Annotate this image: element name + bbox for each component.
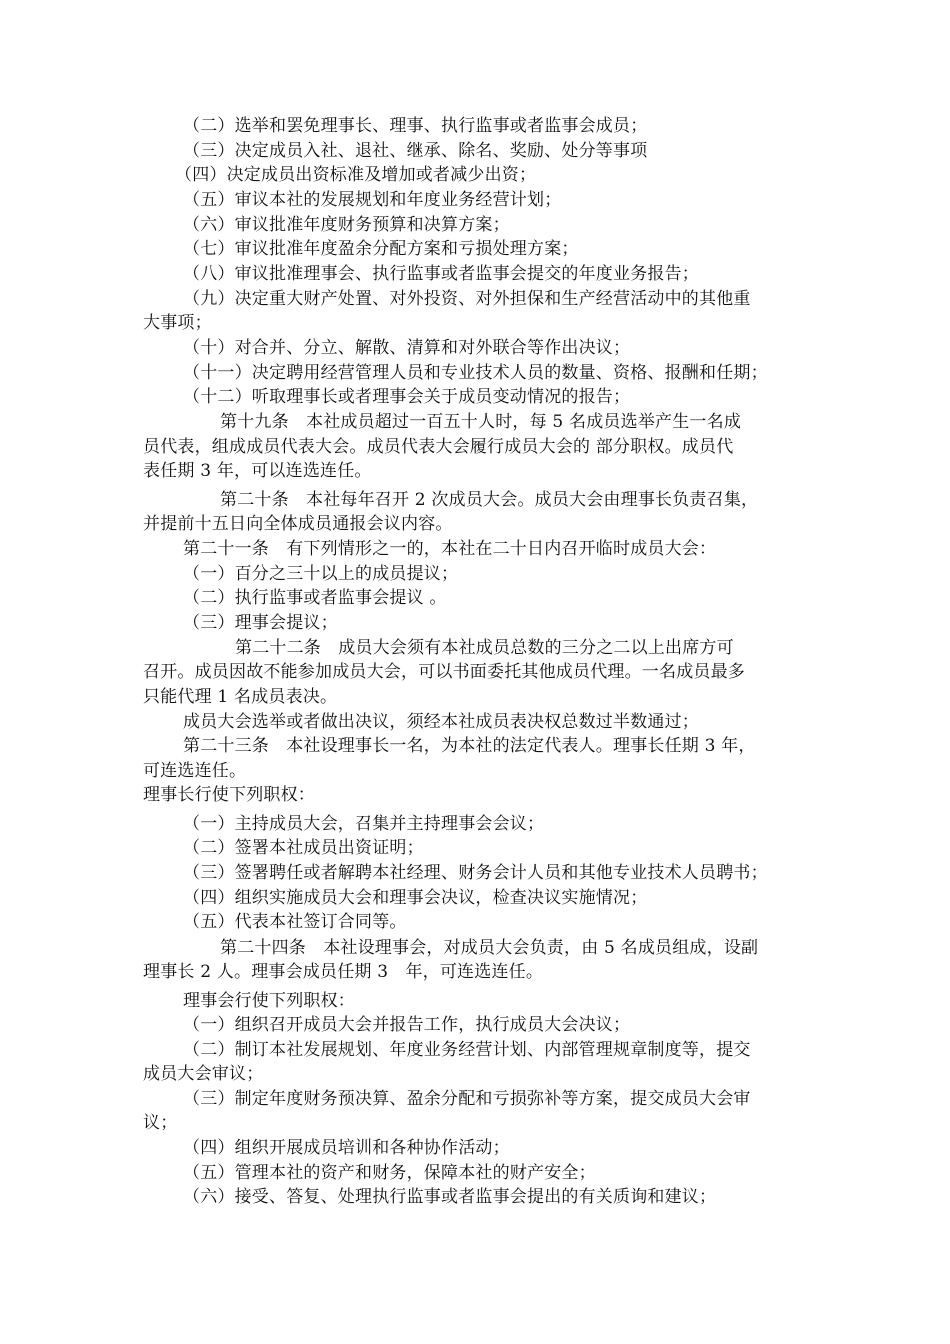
text-line: （五）审议本社的发展规划和年度业务经营计划；	[183, 190, 562, 210]
text-line: 理事长 2 人。理事会成员任期 3 年，可连选连任。	[143, 962, 544, 982]
text-line: （十一）决定聘用经营管理人员和专业技术人员的数量、资格、报酬和任期；	[183, 363, 768, 383]
text-line: （二）执行监事或者监事会提议 。	[183, 588, 447, 608]
text-line: （十）对合并、分立、解散、清算和对外联合等作出决议；	[183, 338, 631, 358]
text-line: （四）组织实施成员大会和理事会决议，检查决议实施情况；	[183, 888, 648, 908]
text-line: （八）审议批准理事会、执行监事或者监事会提交的年度业务报告；	[183, 264, 699, 284]
text-line: （三）决定成员入社、退社、继承、除名、奖励、处分等事项	[183, 141, 648, 161]
text-line: 大事项；	[143, 313, 212, 333]
text-line: 成员大会审议；	[143, 1064, 264, 1084]
text-line: （六）接受、答复、处理执行监事或者监事会提出的有关质询和建议；	[183, 1187, 717, 1207]
text-line: 成员大会选举或者做出决议，须经本社成员表决权总数过半数通过；	[183, 712, 699, 732]
text-line: （六）审议批准年度财务预算和决算方案；	[183, 215, 510, 235]
text-line: 只能代理 1 名成员表决。	[143, 687, 338, 707]
text-line: 第二十四条 本社设理事会，对成员大会负责，由 5 名成员组成，设副	[220, 938, 759, 958]
text-line: （五）代表本社签订合同等。	[183, 912, 407, 932]
text-line: 表任期 3 年，可以连选连任。	[143, 461, 372, 481]
text-line: （三）签署聘任或者解聘本社经理、财务会计人员和其他专业技术人员聘书；	[183, 863, 768, 883]
text-line: 第二十一条 有下列情形之一的，本社在二十日内召开临时成员大会：	[183, 539, 717, 559]
text-line: （十二）听取理事长或者理事会关于成员变动情况的报告；	[183, 387, 631, 407]
text-line: 第二十二条 成员大会须有本社成员总数的三分之二以上出席方可	[235, 638, 734, 658]
text-line: （四）组织开展成员培训和各种协作活动；	[183, 1138, 510, 1158]
text-line: （二）选举和罢免理事长、理事、执行监事或者监事会成员；	[183, 116, 648, 136]
text-line: 员代表，组成成员代表大会。成员代表大会履行成员大会的 部分职权。成员代	[143, 437, 734, 457]
text-line: （一）百分之三十以上的成员提议；	[183, 564, 459, 584]
text-line: （三）理事会提议；	[183, 613, 338, 633]
text-line: （一）主持成员大会，召集并主持理事会会议；	[183, 814, 545, 834]
text-line: （一）组织召开成员大会并报告工作，执行成员大会决议；	[183, 1015, 631, 1035]
text-line: （九）决定重大财产处置、对外投资、对外担保和生产经营活动中的其他重	[183, 289, 751, 309]
text-line: 召开。成员因故不能参加成员大会，可以书面委托其他成员代理。一名成员最多	[143, 662, 745, 682]
text-line: 并提前十五日向全体成员通报会议内容。	[143, 514, 453, 534]
text-line: （四）决定成员出资标准及增加或者减少出资；	[175, 165, 537, 185]
text-line: 可连选连任。	[143, 761, 247, 781]
text-line: （三）制定年度财务预决算、盈余分配和亏损弥补等方案，提交成员大会审	[183, 1089, 751, 1109]
text-line: 理事长行使下列职权：	[143, 785, 315, 805]
text-line: 议；	[143, 1113, 178, 1133]
text-line: 第十九条 本社成员超过一百五十人时，每 5 名成员选举产生一名成	[220, 412, 742, 432]
text-line: （五）管理本社的资产和财务，保障本社的财产安全；	[183, 1163, 596, 1183]
text-line: （七）审议批准年度盈余分配方案和亏损处理方案；	[183, 239, 579, 259]
text-line: （二）签署本社成员出资证明；	[183, 838, 424, 858]
text-line: 理事会行使下列职权：	[183, 991, 355, 1011]
text-line: （二）制订本社发展规划、年度业务经营计划、内部管理规章制度等，提交	[183, 1040, 751, 1060]
text-line: 第二十三条 本社设理事长一名，为本社的法定代表人。理事长任期 3 年，	[183, 736, 756, 756]
text-line: 第二十条 本社每年召开 2 次成员大会。成员大会由理事长负责召集，	[220, 490, 759, 510]
